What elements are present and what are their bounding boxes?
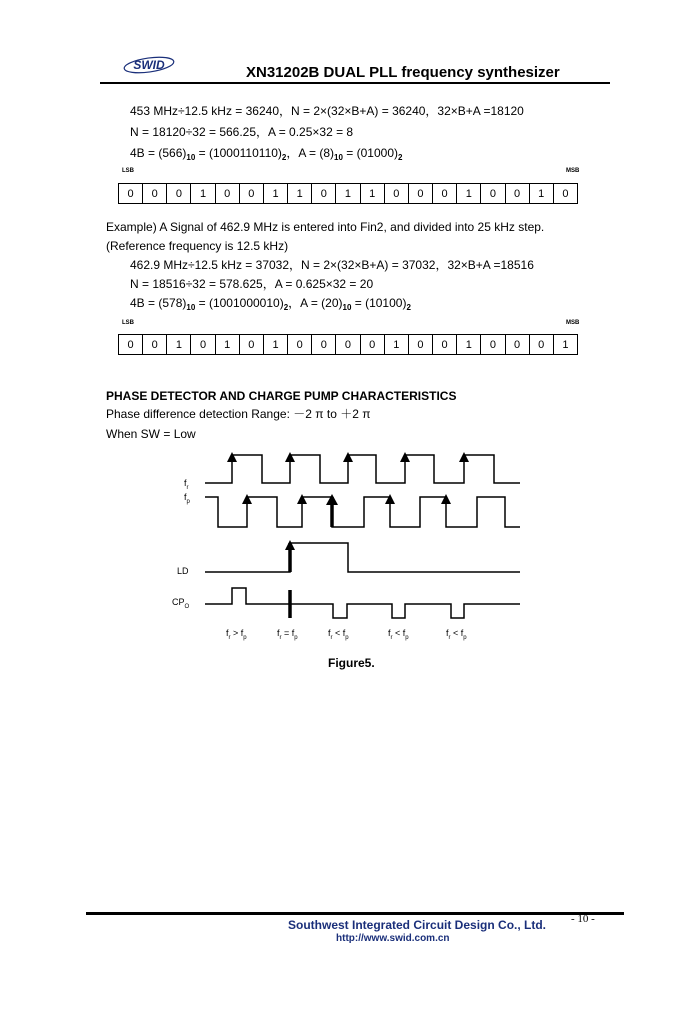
page-number: - 10 -	[571, 913, 595, 925]
bit-cell: 0	[143, 184, 167, 204]
bit-cell: 0	[408, 184, 432, 204]
fr-arrow-3	[343, 452, 353, 462]
ex1-line3: $4B = (566)_{10} = (1000110110)_2$，$A = (8)_{10} = (01000)_2$	[130, 146, 403, 162]
fp-arrow-4	[385, 494, 395, 504]
detection-range: Phase difference detection Range: －2 π to ＋2 π	[106, 407, 371, 421]
bit-cell: 1	[360, 184, 384, 204]
bit-cell: 1	[215, 335, 239, 355]
bit-cell: 0	[288, 335, 312, 355]
fp-arrow-2	[297, 494, 307, 504]
ex1-line1: 453 MHz÷12.5 kHz = 36240，N = 2×(32×B+A) = 36240，32×B+A =18120	[130, 104, 524, 118]
bit-cell: 0	[505, 184, 529, 204]
ex2-lsb-label: LSB	[122, 320, 134, 326]
fr-arrow-1	[227, 452, 237, 462]
bit-cell: 1	[191, 184, 215, 204]
bit-cell: 1	[529, 184, 553, 204]
cond-fr-eq-fp: $f_r = f_p$	[277, 628, 298, 641]
ex2-line1: 462.9 MHz÷12.5 kHz = 37032，N = 2×(32×B+A) = 37032，32×B+A =18516	[130, 258, 534, 272]
ex1-lsb-label: LSB	[122, 168, 134, 174]
bit-cell: 1	[263, 184, 287, 204]
document-title: XN31202B DUAL PLL frequency synthesizer	[246, 64, 560, 81]
bit-cell: 1	[553, 335, 577, 355]
ex2-intro1: Example) A Signal of 462.9 MHz is entered into Fin2, and divided into 25 kHz step.	[106, 220, 545, 234]
bit-cell: 1	[384, 335, 408, 355]
bit-cell: 0	[215, 184, 239, 204]
cpo-label: $CP_O$	[172, 597, 190, 610]
fr-arrow-2	[285, 452, 295, 462]
bit-cell: 0	[481, 335, 505, 355]
bit-cell: 0	[553, 184, 577, 204]
bit-cell: 0	[433, 335, 457, 355]
bit-cell: 0	[408, 335, 432, 355]
bit-cell: 0	[505, 335, 529, 355]
fp-label: $f_p$	[184, 492, 190, 505]
ex2-intro2: (Reference frequency is 12.5 kHz)	[106, 239, 289, 253]
cond-fr-lt-fp-1: $f_r < f_p$	[328, 628, 349, 641]
fp-arrow-3	[326, 494, 338, 505]
bit-cell: 1	[263, 335, 287, 355]
cond-fr-lt-fp-2: $f_r < f_p$	[388, 628, 409, 641]
sw-condition: When SW = Low	[106, 427, 196, 441]
footer-company: Southwest Integrated Circuit Design Co., Ltd.	[288, 918, 547, 932]
bit-cell: 0	[360, 335, 384, 355]
svg-text:SWID: SWID	[133, 58, 165, 72]
fr-arrow-4	[400, 452, 410, 462]
bit-cell: 0	[481, 184, 505, 204]
bit-cell: 0	[529, 335, 553, 355]
fr-label: $f_r$	[184, 478, 189, 491]
ex2-line2: N = 18516÷32 = 578.625，A = 0.625×32 = 20	[130, 277, 374, 291]
bit-cell: 0	[143, 335, 167, 355]
figure-caption: Figure5.	[328, 656, 375, 670]
ex2-line3: $4B = (578)_{10} = (1001000010)_2$，$A = (20)_{10} = (10100)_2$	[130, 296, 411, 312]
cpo-waveform	[205, 588, 520, 618]
bit-cell: 0	[119, 184, 143, 204]
bit-cell: 0	[312, 335, 336, 355]
bit-cell: 0	[119, 335, 143, 355]
bit-cell: 1	[336, 184, 360, 204]
bit-cell: 1	[288, 184, 312, 204]
fp-waveform	[205, 497, 520, 527]
bit-cell: 0	[167, 184, 191, 204]
section-title: PHASE DETECTOR AND CHARGE PUMP CHARACTERISTICS	[106, 389, 457, 403]
bit-cell: 1	[167, 335, 191, 355]
bit-cell: 0	[336, 335, 360, 355]
ld-arrow	[285, 540, 295, 550]
fr-arrow-5	[459, 452, 469, 462]
ld-waveform	[205, 543, 520, 572]
fp-arrow-5	[441, 494, 451, 504]
bit-cell: 1	[457, 184, 481, 204]
bit-cell: 0	[384, 184, 408, 204]
cond-fr-gt-fp: $f_r > f_p$	[226, 628, 247, 641]
footer-url[interactable]: http://www.swid.com.cn	[336, 933, 450, 944]
ex2-msb-label: MSB	[566, 320, 580, 326]
footer-rule	[86, 912, 624, 915]
bit-cell: 0	[191, 335, 215, 355]
bit-cell: 0	[239, 335, 263, 355]
bit-cell: 0	[312, 184, 336, 204]
bit-cell: 1	[457, 335, 481, 355]
ex1-msb-label: MSB	[566, 168, 580, 174]
ld-label: LD	[177, 566, 189, 576]
ex1-line2: N = 18120÷32 = 566.25，A = 0.25×32 = 8	[130, 125, 354, 139]
fr-waveform	[205, 455, 520, 483]
cond-fr-lt-fp-3: $f_r < f_p$	[446, 628, 467, 641]
bit-cell: 0	[433, 184, 457, 204]
bit-cell: 0	[239, 184, 263, 204]
fp-arrow-1	[242, 494, 252, 504]
